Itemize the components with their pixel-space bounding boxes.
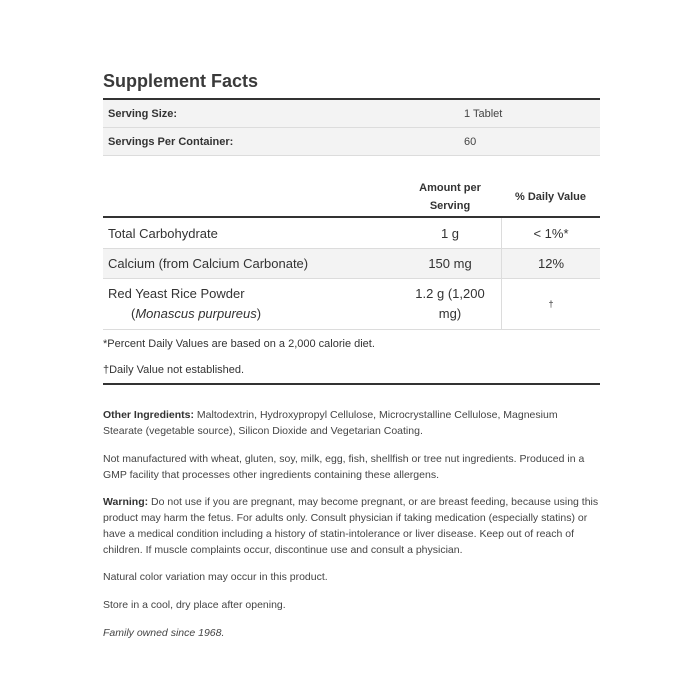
allergen-statement: Not manufactured with wheat, gluten, soy, milk, egg, fish, shellfish or tree nut ingredients. Produced in a GMP facility that processes other ingredients containing these allergens. xyxy=(103,453,585,481)
servings-per-container-value: 60 xyxy=(464,135,477,148)
serving-size-value: 1 Tablet xyxy=(464,107,503,120)
color-variation-note: Natural color variation may occur in this product. xyxy=(103,571,328,583)
column-header-amount xyxy=(399,179,501,215)
supplement-facts-panel xyxy=(103,68,600,385)
amount-header-line2: Serving xyxy=(429,200,471,212)
nutrient-dv: 12% xyxy=(501,249,600,278)
nutrient-dv: † xyxy=(501,279,600,329)
other-ingredients xyxy=(103,407,600,439)
warning-label: Warning: xyxy=(103,496,149,508)
warning-statement xyxy=(103,494,600,558)
section-spacer xyxy=(103,156,600,178)
nutrient-amount: 1 g xyxy=(440,225,460,241)
footnote-dv-not-established: †Daily Value not established. xyxy=(103,357,600,385)
nutrient-name: Calcium (from Calcium Carbonate) xyxy=(108,256,309,271)
nutrient-latin-name: (Monascus purpureus) xyxy=(131,306,262,321)
nutrient-name: Total Carbohydrate xyxy=(108,225,218,241)
column-header-dv: % Daily Value xyxy=(515,191,586,203)
nutrient-amount-line1: 1.2 g (1,200 xyxy=(415,286,485,301)
nutrient-amount: 150 mg xyxy=(428,256,472,271)
footnote-percent-dv: *Percent Daily Values are based on a 2,000 calorie diet. xyxy=(103,337,375,350)
serving-size-label: Serving Size: xyxy=(108,107,178,120)
servings-per-container-row xyxy=(103,128,600,156)
servings-per-container-label: Servings Per Container: xyxy=(108,135,234,148)
nutrient-amount xyxy=(399,279,501,329)
other-ingredients-label: Other Ingredients: xyxy=(103,409,195,421)
warning-text: Do not use if you are pregnant, may become pregnant, or are breast feeding, because using this product may harm the fetus. For adults only. Consult physician if taking medication (especially statins) or have a medical condition including a history of statin-intolerance or liver disease. Keep out of reach of children. If muscle complaints occur, discontinue use and consult a physician. xyxy=(103,496,599,556)
amount-header-line1: Amount per xyxy=(419,182,481,194)
nutrient-name: Red Yeast Rice Powder xyxy=(108,286,245,301)
serving-size-row xyxy=(103,100,600,128)
nutrient-name-cell xyxy=(103,279,399,329)
nutrient-row-carbohydrate xyxy=(103,218,600,249)
nutrient-amount-line2: mg) xyxy=(438,306,462,321)
family-owned-note: Family owned since 1968. xyxy=(103,627,225,639)
other-ingredients-text: Maltodextrin, Hydroxypropyl Cellulose, Microcrystalline Cellulose, Magnesium Stearate (vegetable source), Silicon Dioxide and Vegetarian Coating. xyxy=(103,409,558,437)
nutrient-row-calcium xyxy=(103,249,600,279)
nutrient-row-red-yeast-rice xyxy=(103,279,600,330)
storage-instructions: Store in a cool, dry place after opening. xyxy=(103,599,286,611)
nutrient-dv: < 1%* xyxy=(501,218,600,248)
panel-title: Supplement Facts xyxy=(103,68,600,100)
column-header xyxy=(103,178,600,218)
